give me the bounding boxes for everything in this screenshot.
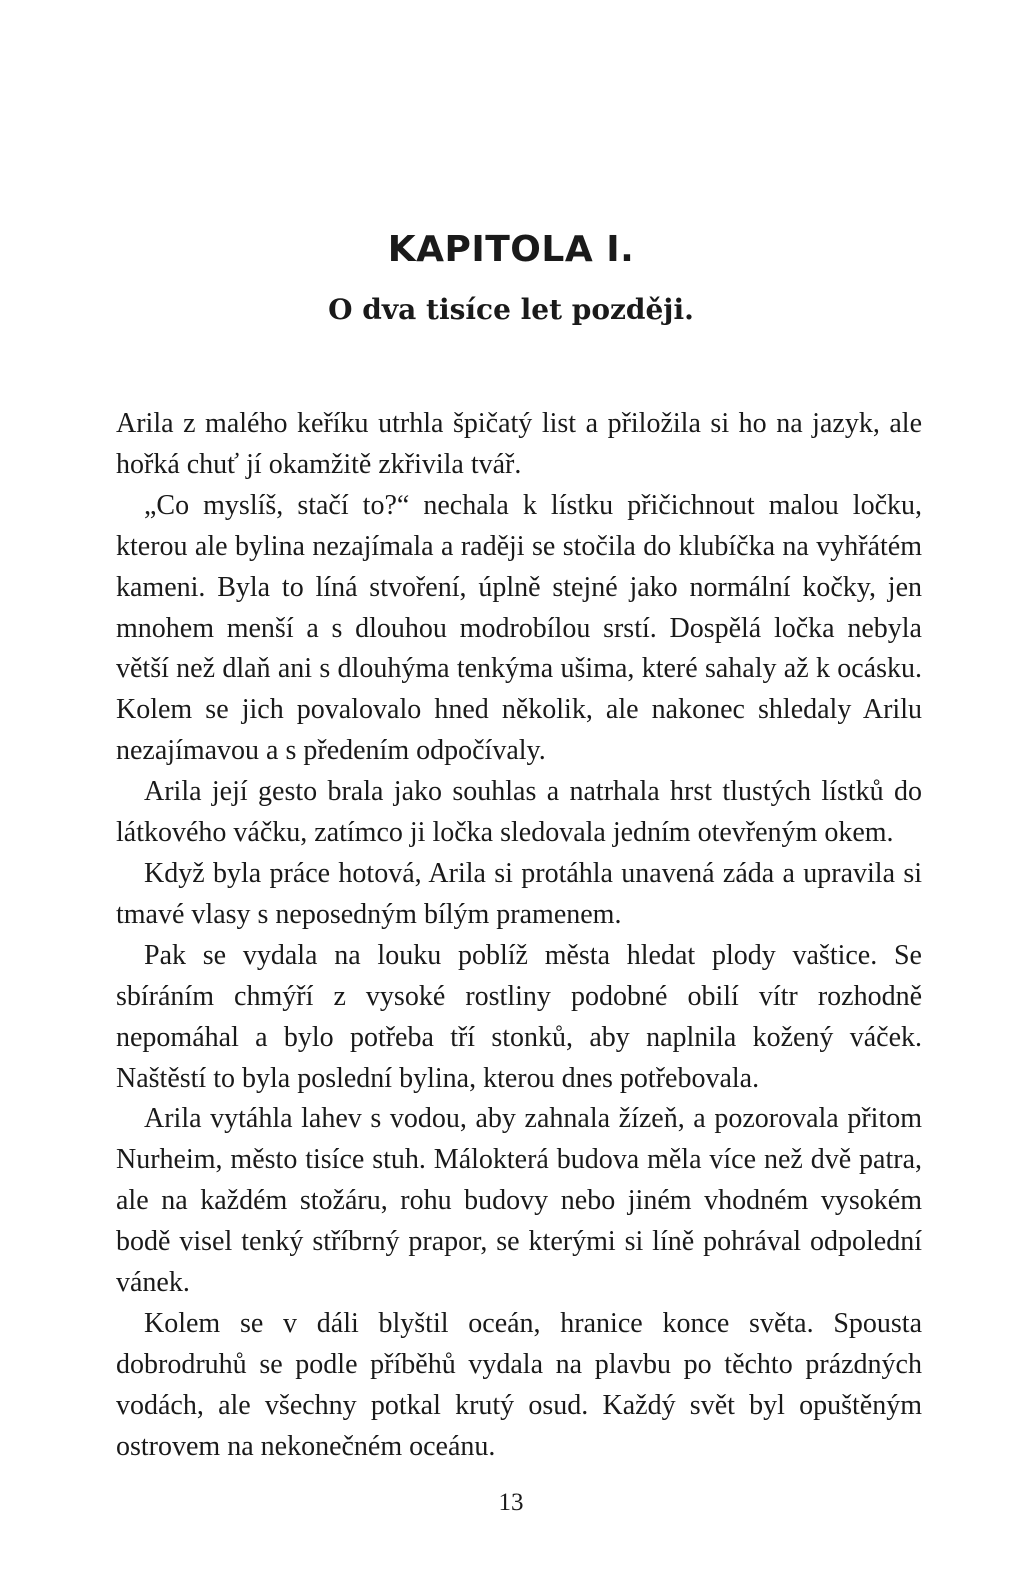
paragraph: Arila z malého keříku utrhla špičatý list a přiložila si ho na jazyk, ale hořká chuť jí okamžitě zkřivila tvář. (116, 408, 922, 480)
paragraph: Kolem se v dáli blyštil oceán, hranice konce světa. Spousta dobrodruhů se podle příběhů vydala na plavbu po těchto prázdných vodách, ale všechny potkal krutý osud. Každý svět byl opuštěným ostrovem na nekonečném oceánu. (116, 1307, 922, 1462)
body-text (116, 404, 922, 1468)
paragraph: „Co myslíš, stačí to?“ nechala k lístku přičichnout malou ločku, kterou ale bylina nezajímala a raději se stočila do klubíčka na vyhřátém kameni. Byla to líná stvoření, úplně stejné jako normální kočky, jen mnohem menší a s dlouhou modrobílou srstí. Dospělá ločka nebyla větší než dlaň ani s dlouhýma tenkýma ušima, které sahaly až k ocásku. Kolem se jich povalovalo hned několik, ale nakonec shledaly Arilu nezajímavou a s předením odpočívaly. (116, 489, 922, 767)
paragraph: Arila její gesto brala jako souhlas a natrhala hrst tlustých lístků do látkového váčku, zatímco ji ločka sledovala jedním otevřeným okem. (116, 776, 922, 849)
paragraph: Když byla práce hotová, Arila si protáhla unavená záda a upravila si tmavé vlasy s neposedným bílým pramenem. (116, 857, 922, 930)
chapter-subtitle: O dva tisíce let později. (328, 293, 694, 326)
chapter-title: KAPITOLA I. (387, 229, 635, 270)
page-number: 13 (498, 1489, 524, 1516)
paragraph: Arila vytáhla lahev s vodou, aby zahnala žízeň, a pozorovala přitom Nurheim, město tisíce stuh. Málokterá budova měla více než dvě patra, ale na každém stožáru, rohu budovy nebo jiném vhodném vysokém bodě visel tenký stříbrný prapor, se kterými si líně pohrával odpolední vánek. (116, 1103, 922, 1299)
paragraph: Pak se vydala na louku poblíž města hledat plody vaštice. Se sbíráním chmýří z vysoké rostliny podobné obilí vítr rozhodně nepomáhal a bylo potřeba tří stonků, aby naplnila kožený váček. Naštěstí to byla poslední bylina, kterou dnes potřebovala. (116, 939, 922, 1094)
